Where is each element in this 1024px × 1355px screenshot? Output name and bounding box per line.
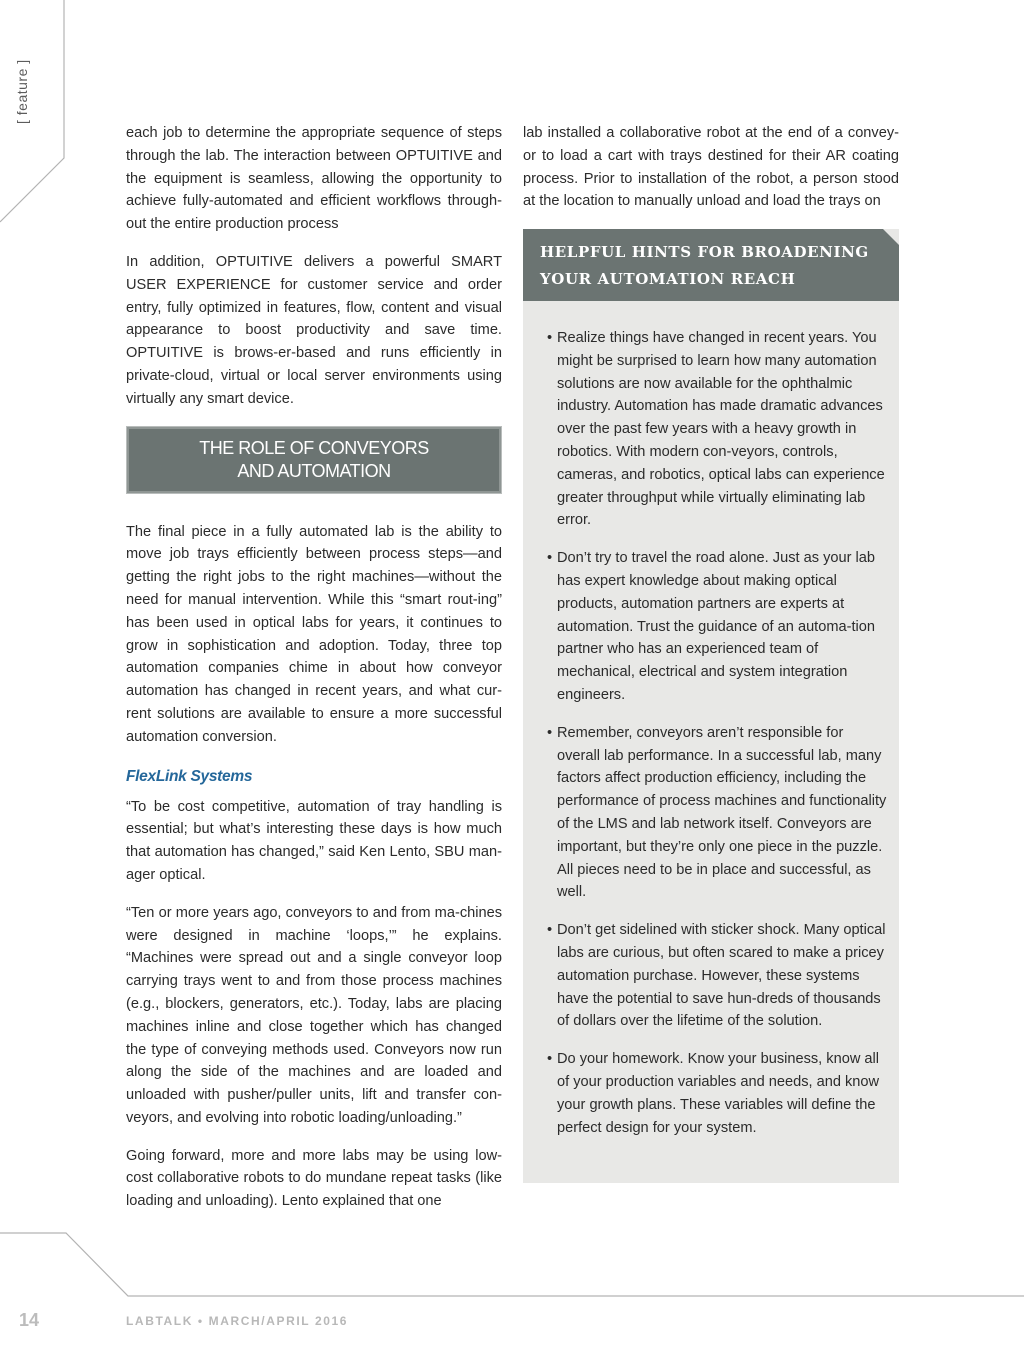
body-paragraph: Going forward, more and more labs may be using low-cost collaborative robots to do mundane repeat tasks (like loading and unloading). Lento explained that one [126,1147,502,1210]
bullet: • [547,330,553,346]
sidebar-title [540,239,880,293]
bullet: • [547,550,553,567]
body-paragraph: In addition, OPTUITIVE delivers a powerful SMART USER EXPERIENCE for customer service and order entry, fully optimized in features, flow, content and visual appearance to boost productivity and save time. OPTUITIVE is brows-er-based and runs efficiently in private-cloud, virtual or local server environments using virtually any smart device. [126,253,502,407]
sidebar-title-line: HELPFUL HINTS FOR BROADENING [540,243,869,261]
section-heading-box [126,426,502,494]
section-heading-line: AND AUTOMATION [237,460,391,481]
helpful-hints-sidebar [523,229,899,1183]
bullet: • [547,724,553,741]
body-paragraph: lab installed a collaborative robot at the end of a convey-or to load a cart with trays destined for their AR coating process. Prior to installation of the robot, a person stood at the location to manually unload and load the trays on [523,125,899,210]
page-number: 14 [19,1310,40,1330]
publication-footer: LABTALK • MARCH/APRIL 2016 [126,1314,349,1328]
section-heading-line: THE ROLE OF CONVEYORS [199,437,429,458]
hint-text: Do your homework. Know your business, know all of your production variables and needs, and know your growth plans. These variables will define the perfect design for your system. [557,1051,880,1136]
hints-list [547,327,887,1154]
body-paragraph: “To be cost competitive, automation of tray handling is essential; but what’s interesting these days is how much that automation has changed,” said Ken Lento, SBU man-ager optical. [126,798,502,883]
hint-text: Don’t try to travel the road alone. Just as your lab has expert knowledge about making optical products, automation partners are experts at automation. Trust the guidance of an automa-tion partner who has an experienced team of mechanical, electrical and system integration engineers. [557,550,876,703]
section-tab: [ feature ] [14,59,30,125]
left-column [126,122,502,1228]
hint-text: Don’t get sidelined with sticker shock. Many optical labs are curious, but often scared to make a pricey automation purchase. However, these systems have the potential to save hun-dreds of thousands of dollars over the lifetime of the solution. [557,922,886,1030]
body-paragraph: “Ten or more years ago, conveyors to and from ma-chines were designed in machine ‘loops,’” he explains. “Machines were spread out and a single conveyor loop carrying trays went to and from those process machines (e.g., blockers, generators, etc.). Today, labs are placing machines inline and close together which has changed the type of conveying methods used. Conveyors now run along the side of the machines and are loaded and unloaded with pusher/puller units, lift and transfer con-veyors, and evolving into robotic loading/unloading.” [126,904,502,1126]
list-item [547,327,887,532]
list-item [547,722,887,904]
list-item [547,547,887,707]
body-paragraph: each job to determine the appropriate sequence of steps through the lab. The interaction between OPTUITIVE and the equipment is seamless, allowing the opportunity to achieve fully-automated and efficient workflows through-out the entire production process [126,125,502,233]
company-subheading: FlexLink Systems [126,767,253,785]
bullet: • [547,922,553,939]
list-item [547,919,887,1033]
bullet: • [547,1051,553,1068]
right-column [523,122,899,228]
list-item [547,1048,887,1139]
hint-text: Remember, conveyors aren’t responsible for overall lab performance. In a successful lab, many factors affect production efficiency, including the performance of process machines and functionality of the LMS and lab network itself. Conveyors are important, but they’re only one piece in the puzzle. All pieces need to be in place and successful, as well. [557,724,887,901]
sidebar-title-line: YOUR AUTOMATION REACH [540,270,796,288]
body-paragraph: The final piece in a fully automated lab is the ability to move job trays efficiently between process steps—and getting the right jobs to the right machines—without the need for manual intervention. While this “smart rout-ing” has been used in optical labs for years, it continues to grow in sophistication and adoption. Today, three top automation companies chime in about how conveyor automation has changed in recent years, and what cur-rent solutions are available to ensure a more successful automation conversion. [126,523,502,745]
hint-text: Realize things have changed in recent years. You might be surprised to learn how many automation solutions are now available for the ophthalmic industry. Automation has made dramatic advances over the past few years with a heavy growth in robotics. With modern con-veyors, controls, cameras, and robotics, optical labs can experience greater throughput while virtually eliminating lab error. [557,330,885,529]
